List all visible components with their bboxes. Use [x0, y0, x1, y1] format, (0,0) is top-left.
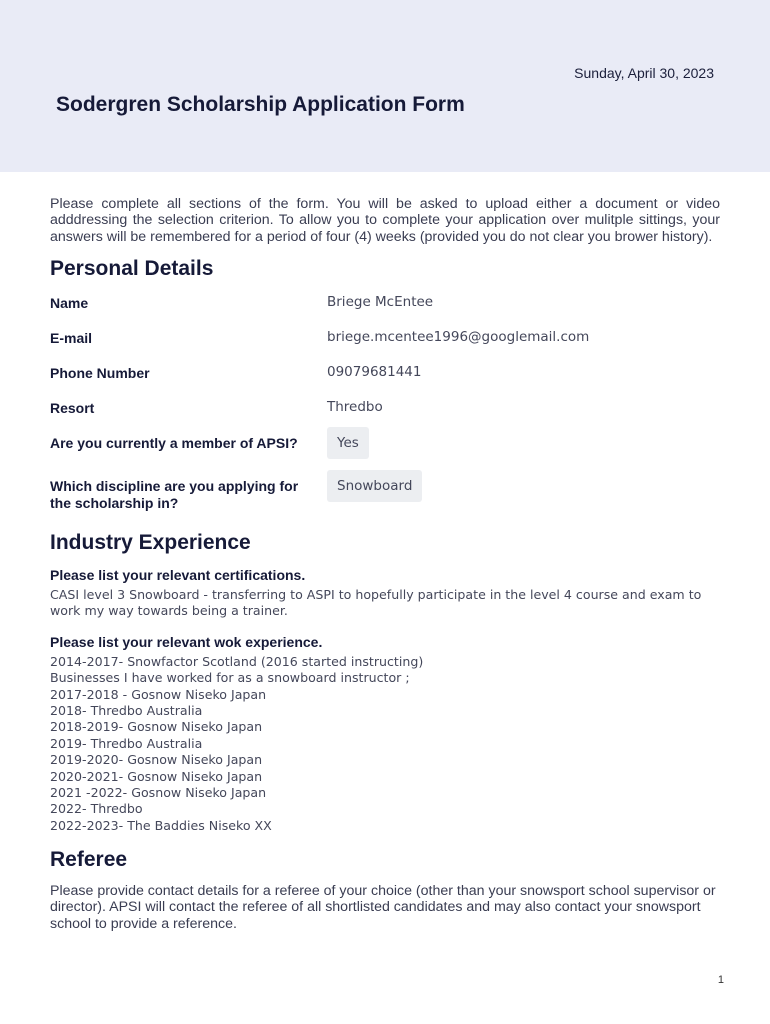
intro-text: Please complete all sections of the form. You will be asked to upload either a document or video adddressing the selection criterion. To allow you to complete your application over mulitple sittings, your answers will be remembered for a period of four (4) weeks (provided you do not clear you brower history).	[50, 196, 720, 245]
work-experience-line: 2017-2018 - Gosnow Niseko Japan	[50, 686, 267, 702]
name-row	[50, 295, 720, 330]
work-experience-line: 2018-2019- Gosnow Niseko Japan	[50, 719, 263, 735]
work-experience-line: 2021 -2022- Gosnow Niseko Japan	[50, 784, 267, 800]
resort-label: Resort	[50, 399, 95, 416]
resort-value: Thredbo	[327, 398, 383, 415]
work-experience-line: 2022- Thredbo	[50, 801, 143, 817]
work-experience-line: 2022-2023- The Baddies Niseko XX	[50, 817, 272, 833]
phone-label: Phone Number	[50, 364, 150, 381]
certifications-answer: CASI level 3 Snowboard - transferring to ASPI to hopefully participate in the level 4 course and exam to work my way towards being a trainer.	[50, 586, 702, 619]
apsi-value-chip: Yes	[327, 427, 369, 459]
discipline-value-chip: Snowboard	[327, 470, 422, 502]
work-experience-line: 2019-2020- Gosnow Niseko Japan	[50, 752, 263, 768]
work-experience-line: 2014-2017- Snowfactor Scotland (2016 started instructing)	[50, 653, 424, 669]
phone-value: 09079681441	[327, 363, 422, 380]
work-experience-answer	[50, 654, 720, 834]
email-label: E-mail	[50, 329, 93, 346]
work-experience-line: Businesses I have worked for as a snowboard instructor ;	[50, 670, 410, 686]
name-label: Name	[50, 294, 89, 311]
referee-heading: Referee	[50, 848, 128, 872]
personal-details-heading: Personal Details	[50, 256, 214, 280]
name-value: Briege McEntee	[327, 293, 434, 310]
certifications-label: Please list your relevant certifications.	[50, 566, 306, 583]
email-row	[50, 330, 720, 365]
work-experience-line: 2018- Thredbo Australia	[50, 702, 203, 718]
discipline-row	[50, 478, 720, 538]
header-banner	[0, 0, 770, 172]
work-experience-line: 2019- Thredbo Australia	[50, 735, 203, 751]
form-content	[50, 196, 720, 932]
resort-row	[50, 400, 720, 435]
phone-row	[50, 365, 720, 400]
work-experience-line: 2020-2021- Gosnow Niseko Japan	[50, 768, 263, 784]
industry-experience-heading: Industry Experience	[50, 530, 251, 554]
work-experience-label: Please list your relevant wok experience.	[50, 633, 323, 650]
page-number: 1	[717, 974, 724, 986]
apsi-label: Are you currently a member of APSI?	[50, 434, 298, 451]
email-value: briege.mcentee1996@googlemail.com	[327, 328, 590, 345]
discipline-label: Which discipline are you applying for the scholarship in?	[50, 477, 299, 511]
form-date: Sunday, April 30, 2023	[574, 65, 714, 81]
page-title: Sodergren Scholarship Application Form	[56, 93, 465, 116]
referee-text: Please provide contact details for a referee of your choice (other than your snowsport school supervisor or director). APSI will contact the referee of all shortlisted candidates and may also contact your snowsport school to provide a reference.	[50, 883, 716, 932]
